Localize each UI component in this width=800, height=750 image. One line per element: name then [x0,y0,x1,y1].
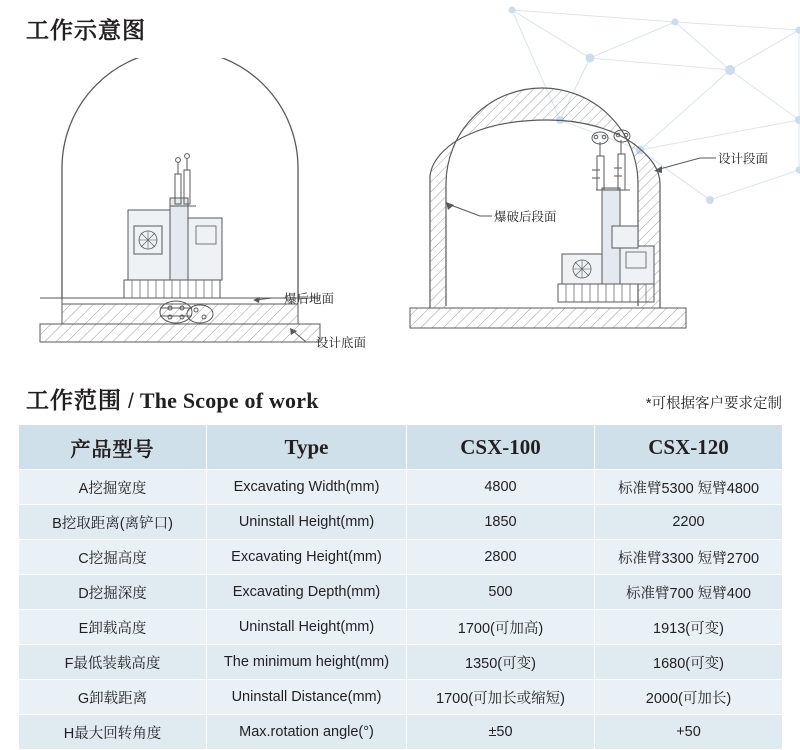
spec-value-csx120: 1913(可变) [595,610,783,645]
spec-name-cn: D挖掘深度 [19,575,207,610]
spec-name-en: The minimum height(mm) [207,645,407,680]
spec-name-cn: E卸载高度 [19,610,207,645]
spec-name-en: Excavating Depth(mm) [207,575,407,610]
spec-value-csx100: 1700(可加长或缩短) [407,680,595,715]
spec-name-cn: A挖掘宽度 [19,470,207,505]
spec-name-en: Uninstall Distance(mm) [207,680,407,715]
specification-table [18,424,783,750]
table-row [19,645,783,680]
label-after-blast-section: 爆破后段面 [494,209,557,224]
label-design-section: 设计段面 [718,151,768,166]
table-row [19,680,783,715]
spec-name-cn: H最大回转角度 [19,715,207,750]
spec-value-csx120: 标准臂5300 短臂4800 [595,470,783,505]
table-header-type: Type [207,425,407,470]
spec-value-csx120: +50 [595,715,783,750]
spec-value-csx100: ±50 [407,715,595,750]
scope-title-cn: 工作范围 [26,382,122,415]
working-schematic-diagram [0,58,800,363]
scope-section-title [26,382,319,415]
table-header-csx120: CSX-120 [595,425,783,470]
table-header-csx100: CSX-100 [407,425,595,470]
table-row [19,505,783,540]
spec-name-en: Excavating Height(mm) [207,540,407,575]
spec-value-csx120: 标准臂3300 短臂2700 [595,540,783,575]
label-blast-ground: 爆后地面 [284,291,334,306]
table-row [19,610,783,645]
table-row [19,715,783,750]
spec-value-csx100: 4800 [407,470,595,505]
spec-value-csx120: 标准臂700 短臂400 [595,575,783,610]
spec-value-csx100: 2800 [407,540,595,575]
spec-value-csx100: 1700(可加高) [407,610,595,645]
spec-name-cn: F最低装载高度 [19,645,207,680]
spec-value-csx100: 1850 [407,505,595,540]
scope-title-en: The Scope of work [140,388,319,414]
spec-name-cn: C挖掘高度 [19,540,207,575]
scope-title-separator: / [128,390,134,414]
spec-value-csx120: 1680(可变) [595,645,783,680]
table-row [19,575,783,610]
customization-note: *可根据客户要求定制 [646,392,782,413]
right-tunnel-drawing [410,88,768,328]
label-design-bottom: 设计底面 [316,335,366,350]
table-header-model: 产品型号 [19,425,207,470]
spec-value-csx100: 1350(可变) [407,645,595,680]
table-header-row [19,425,783,470]
spec-name-cn: B挖取距离(离铲口) [19,505,207,540]
spec-name-en: Max.rotation angle(°) [207,715,407,750]
spec-value-csx120: 2000(可加长) [595,680,783,715]
spec-value-csx100: 500 [407,575,595,610]
spec-name-cn: G卸载距离 [19,680,207,715]
spec-value-csx120: 2200 [595,505,783,540]
left-tunnel-drawing [40,58,366,350]
table-row [19,470,783,505]
spec-name-en: Excavating Width(mm) [207,470,407,505]
spec-name-en: Uninstall Height(mm) [207,610,407,645]
diagram-section-title: 工作示意图 [26,12,146,45]
table-row [19,540,783,575]
spec-name-en: Uninstall Height(mm) [207,505,407,540]
